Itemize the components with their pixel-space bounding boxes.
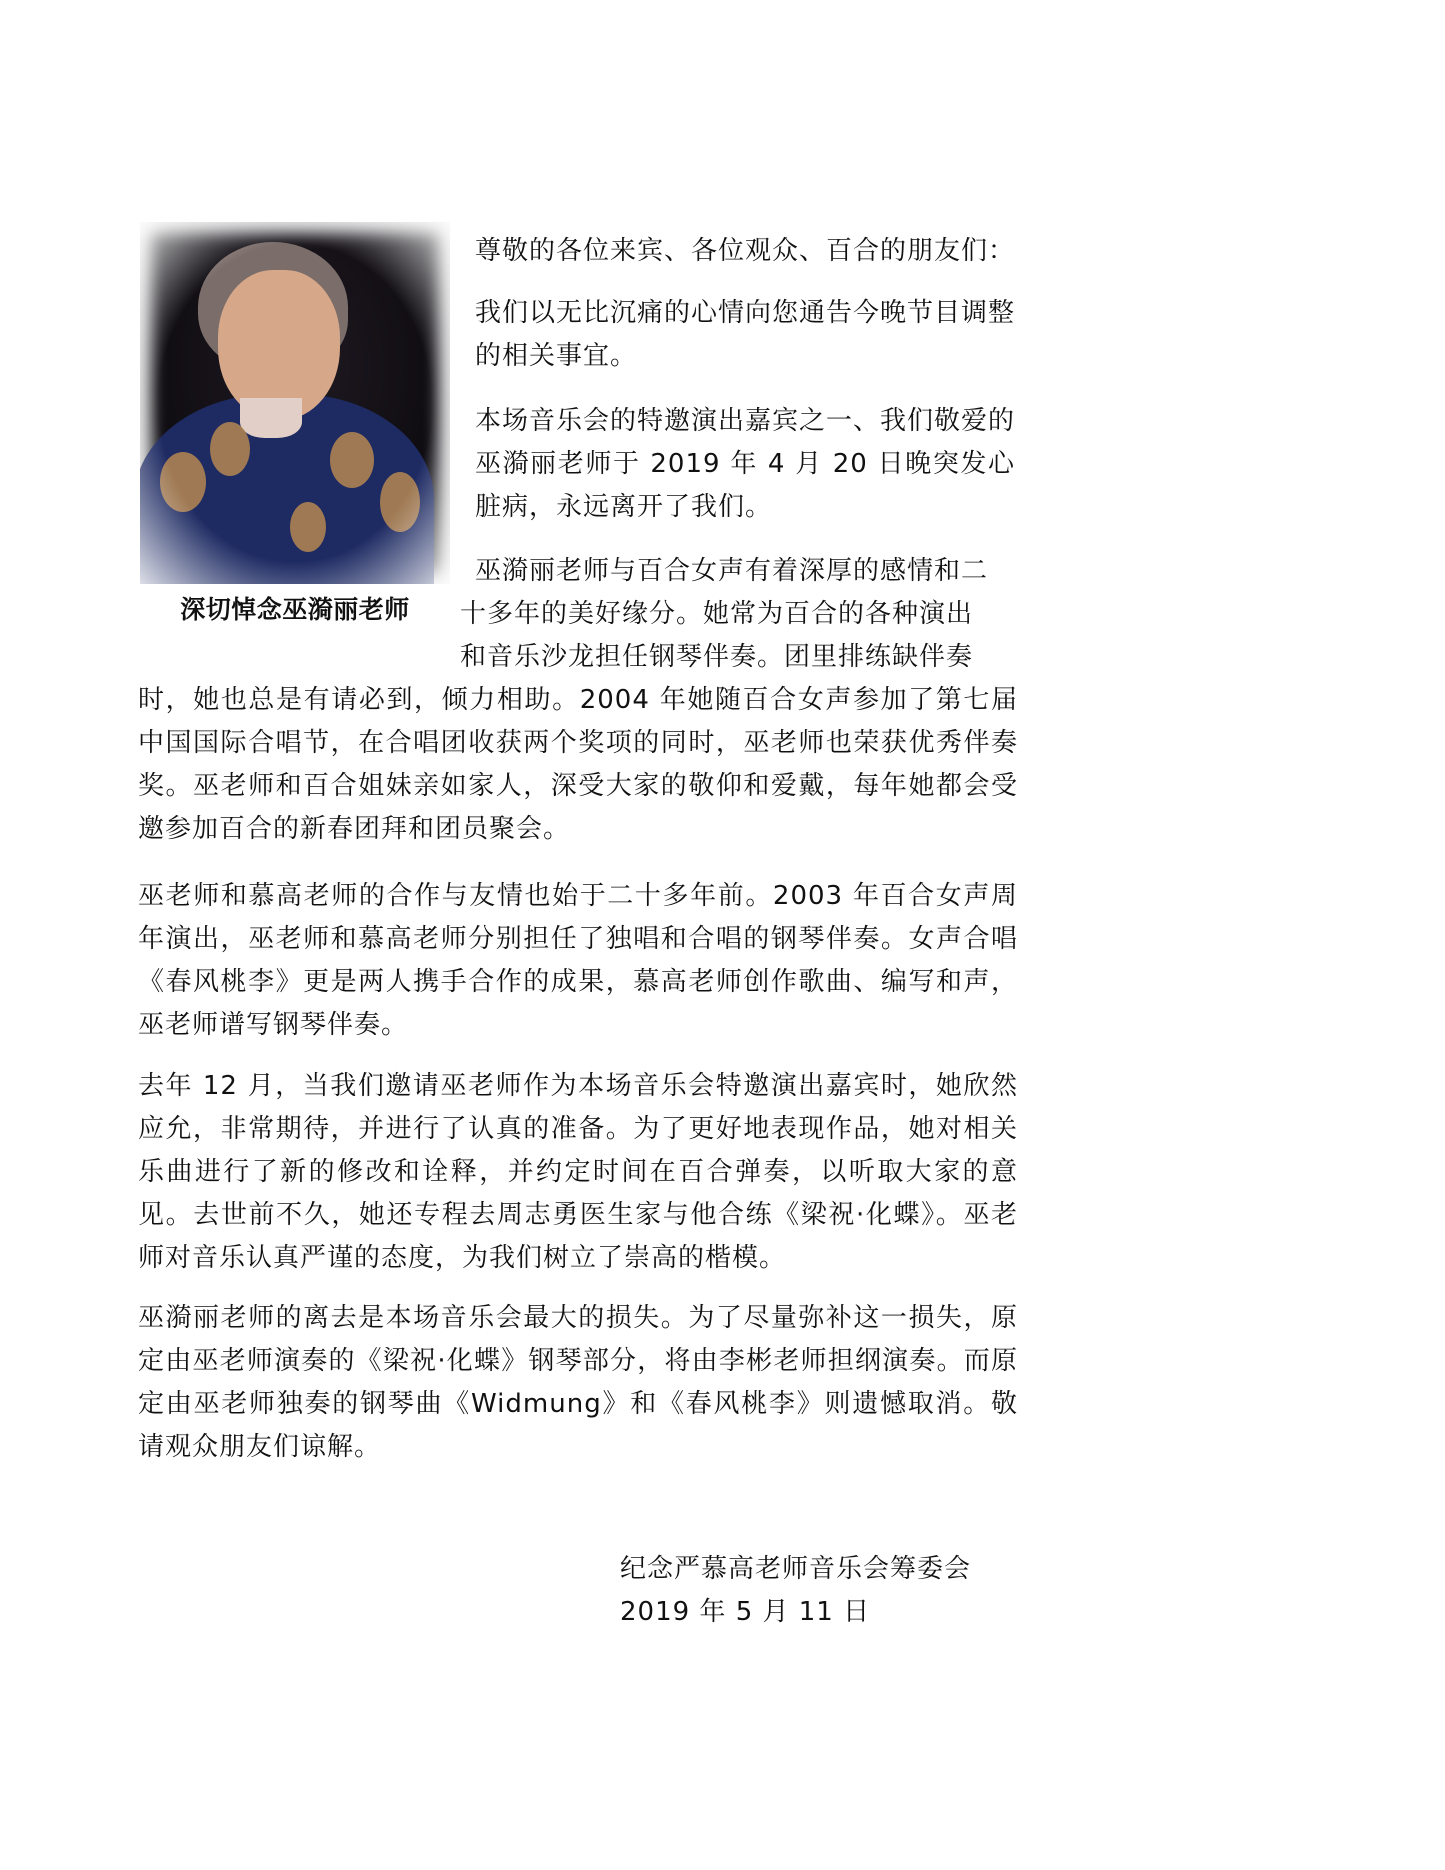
paragraph-3-line-3: 和音乐沙龙担任钢琴伴奏。团里排练缺伴奏 [460,642,974,672]
greeting: 尊敬的各位来宾、各位观众、百合的朋友们： [475,236,1016,266]
portrait-photo [140,222,450,584]
paragraph-5: 去年 12 月，当我们邀请巫老师作为本场音乐会特邀演出嘉宾时，她欣然应允，非常期待，并进行了认真的准备。为了更好地表现作品，她对相关乐曲进行了新的修改和诠释，并约定时间在百合弹奏，以听取大家的意见。去世前不久，她还专程去周志勇医生家与他合练《梁祝·化蝶》。巫老师对音乐认真严谨的态度，为我们树立了崇高的楷模。 [138,1071,1018,1273]
paragraph-6: 巫漪丽老师的离去是本场音乐会最大的损失。为了尽量弥补这一损失，原定由巫老师演奏的《梁祝·化蝶》钢琴部分，将由李彬老师担纲演奏。而原定由巫老师独奏的钢琴曲《Widmung》和《春风桃李》则遗憾取消。敬请观众朋友们谅解。 [138,1303,1018,1462]
signature-date: 2019 年 5 月 11 日 [620,1597,871,1627]
paragraph-3-line-2: 十多年的美好缘分。她常为百合的各种演出 [460,599,974,629]
photo-caption: 深切悼念巫漪丽老师 [180,595,410,624]
paragraph-3-line-1: 巫漪丽老师与百合女声有着深厚的感情和二 [475,556,989,586]
signature-organization: 纪念严慕高老师音乐会筹委会 [620,1554,972,1584]
paragraph-3-continued: 时，她也总是有请必到，倾力相助。2004 年她随百合女声参加了第七届中国国际合唱节，在合唱团收获两个奖项的同时，巫老师也荣获优秀伴奏奖。巫老师和百合姐妹亲如家人，深受大家的敬仰和爱戴，每年她都会受邀参加百合的新春团拜和团员聚会。 [138,685,1018,844]
paragraph-1: 我们以无比沉痛的心情向您通告今晚节目调整的相关事宜。 [475,298,1016,371]
paragraph-4: 巫老师和慕高老师的合作与友情也始于二十多年前。2003 年百合女声周年演出，巫老师和慕高老师分别担任了独唱和合唱的钢琴伴奏。女声合唱《春风桃李》更是两人携手合作的成果，慕高老师创作歌曲、编写和声，巫老师谱写钢琴伴奏。 [138,881,1018,1040]
photo-vignette [140,222,450,584]
paragraph-2: 本场音乐会的特邀演出嘉宾之一、我们敬爱的巫漪丽老师于 2019 年 4 月 20 日晚突发心脏病，永远离开了我们。 [475,406,1016,522]
